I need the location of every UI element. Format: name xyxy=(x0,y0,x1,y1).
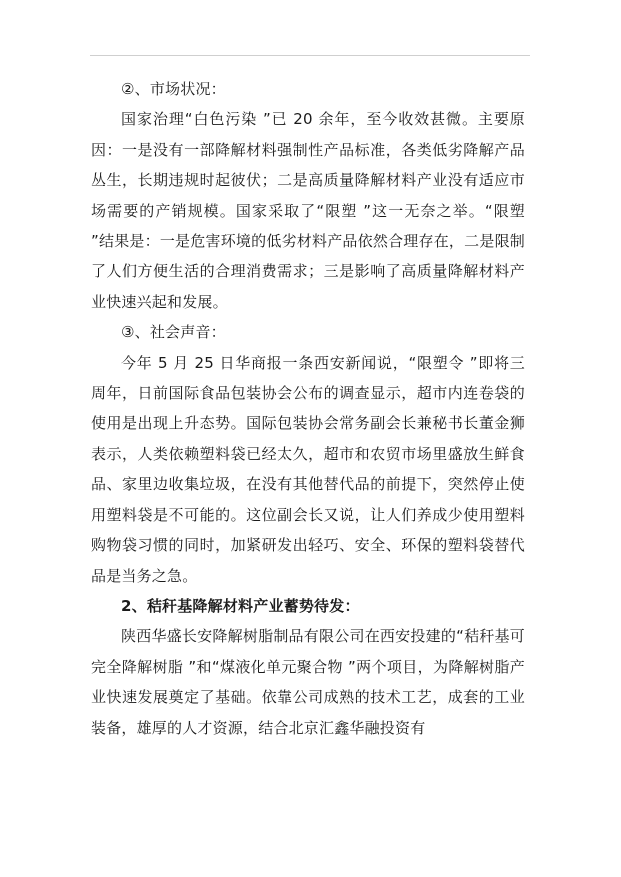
section-heading-public-voice: ③、社会声音： xyxy=(121,323,226,342)
paragraph-market-status: 国家治理“白色污染 ”已 20 余年，至今收效甚微。主要原因：一是没有一部降解材料强制性产品标准，各类低劣降解产品丛生，长期违规时起彼伏；二是高质量降解材料产业没有适应市场需要的产销规模。国家采取了“限塑 ”这一无奈之举。“限塑 ”结果是：一是危害环境的低劣材料产品依然合理存在，二是限制了人们方便生活的合理消费需求；三是影响了高质量降解材料产业快速兴起和发展。 xyxy=(91,110,525,311)
header-rule xyxy=(90,55,530,56)
section-heading-straw-industry: 2、秸秆基降解材料产业蓄势待发： xyxy=(121,596,360,615)
paragraph-public-voice: 今年 5 月 25 日华商报一条西安新闻说，“限塑令 ”即将三周年，日前国际食品包装协会公布的调查显示，超市内连卷袋的使用是出现上升态势。国际包装协会常务副会长兼秘书长董金狮表示，人类依赖塑料袋已经太久，超市和农贸市场里盛放生鲜食品、家里边收集垃圾，在没有其他替代品的前提下，突然停止使用塑料袋是不可能的。这位副会长又说，让人们养成少使用塑料购物袋习惯的同时，加紧研发出轻巧、安全、环保的塑料袋替代品是当务之急。 xyxy=(91,353,525,585)
document-body xyxy=(91,74,525,743)
paragraph-straw-industry: 陕西华盛长安降解树脂制品有限公司在西安投建的“秸秆基可完全降解树脂 ”和“煤液化单元聚合物 ”两个项目，为降解树脂产业快速发展奠定了基础。依靠公司成熟的技术工艺，成套的工业装备，雄厚的人才资源，结合北京汇鑫华融投资有 xyxy=(91,627,525,737)
section-heading-market-status: ②、市场状况： xyxy=(121,80,226,98)
